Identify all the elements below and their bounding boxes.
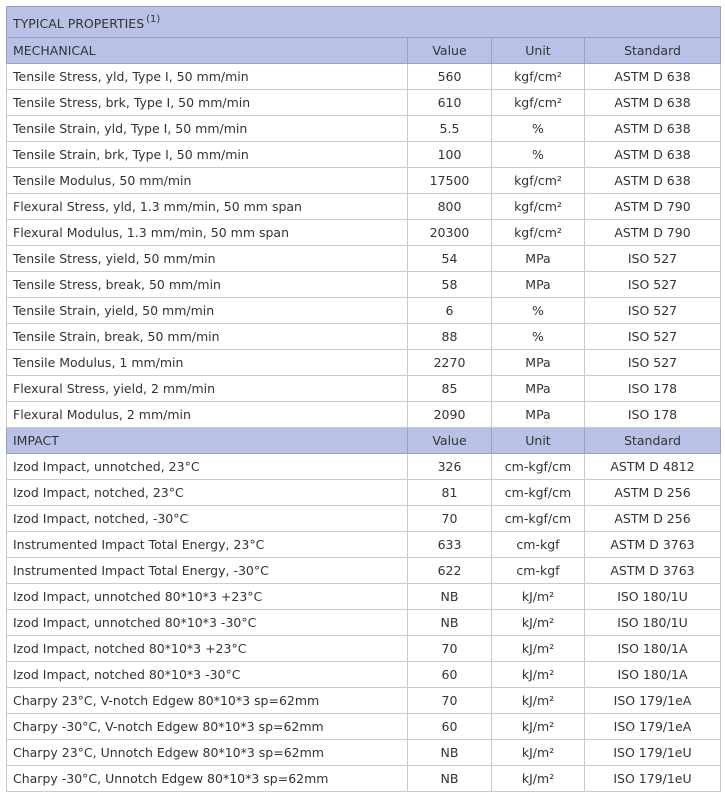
standard-cell: ISO 179/1eA [585, 688, 721, 714]
value-cell: 633 [408, 532, 492, 558]
table-row [7, 688, 721, 714]
standard-cell: ISO 527 [585, 324, 721, 350]
unit-cell: kJ/m² [492, 714, 585, 740]
unit-cell: % [492, 116, 585, 142]
unit-cell: cm-kgf/cm [492, 480, 585, 506]
standard-cell: ISO 180/1U [585, 584, 721, 610]
unit-cell: MPa [492, 246, 585, 272]
table-row [7, 766, 721, 792]
property-cell: Izod Impact, unnotched, 23°C [7, 454, 408, 480]
standard-cell: ASTM D 256 [585, 480, 721, 506]
table-row [7, 324, 721, 350]
unit-cell: kgf/cm² [492, 168, 585, 194]
unit-cell: kgf/cm² [492, 220, 585, 246]
unit-cell: MPa [492, 402, 585, 428]
standard-cell: ASTM D 638 [585, 168, 721, 194]
property-cell: Izod Impact, notched, -30°C [7, 506, 408, 532]
properties-table-body [7, 7, 721, 792]
table-row [7, 506, 721, 532]
standard-cell: ISO 179/1eA [585, 714, 721, 740]
property-cell: Charpy -30°C, V-notch Edgew 80*10*3 sp=62mm [7, 714, 408, 740]
unit-cell: kJ/m² [492, 584, 585, 610]
unit-cell: kgf/cm² [492, 64, 585, 90]
table-row [7, 90, 721, 116]
property-cell: Tensile Modulus, 1 mm/min [7, 350, 408, 376]
standard-cell: ASTM D 3763 [585, 558, 721, 584]
standard-cell: ASTM D 638 [585, 90, 721, 116]
unit-cell: kgf/cm² [492, 90, 585, 116]
table-row [7, 376, 721, 402]
properties-table [6, 6, 721, 792]
standard-cell: ISO 180/1U [585, 610, 721, 636]
table-row [7, 194, 721, 220]
property-cell: Izod Impact, unnotched 80*10*3 -30°C [7, 610, 408, 636]
value-cell: 5.5 [408, 116, 492, 142]
property-cell: Flexural Modulus, 1.3 mm/min, 50 mm span [7, 220, 408, 246]
unit-cell: kJ/m² [492, 688, 585, 714]
unit-cell: kJ/m² [492, 610, 585, 636]
value-cell: 17500 [408, 168, 492, 194]
unit-cell: kgf/cm² [492, 194, 585, 220]
section-header-row [7, 38, 721, 64]
unit-cell: MPa [492, 376, 585, 402]
unit-cell: cm-kgf [492, 558, 585, 584]
value-cell: 70 [408, 506, 492, 532]
value-cell: NB [408, 740, 492, 766]
unit-cell: cm-kgf/cm [492, 506, 585, 532]
property-cell: Tensile Strain, yield, 50 mm/min [7, 298, 408, 324]
table-row [7, 558, 721, 584]
standard-cell: ISO 527 [585, 350, 721, 376]
table-row [7, 272, 721, 298]
value-cell: NB [408, 766, 492, 792]
value-cell: 622 [408, 558, 492, 584]
table-row [7, 298, 721, 324]
property-cell: Tensile Stress, yield, 50 mm/min [7, 246, 408, 272]
table-row [7, 714, 721, 740]
property-cell: Izod Impact, notched 80*10*3 -30°C [7, 662, 408, 688]
value-cell: 800 [408, 194, 492, 220]
table-row [7, 584, 721, 610]
standard-cell: ASTM D 638 [585, 142, 721, 168]
section-name: IMPACT [7, 428, 408, 454]
table-title-cell [7, 7, 721, 38]
property-cell: Izod Impact, notched 80*10*3 +23°C [7, 636, 408, 662]
table-row [7, 64, 721, 90]
value-cell: 20300 [408, 220, 492, 246]
property-cell: Flexural Stress, yld, 1.3 mm/min, 50 mm span [7, 194, 408, 220]
standard-cell: ISO 179/1eU [585, 766, 721, 792]
column-header: Standard [585, 428, 721, 454]
value-cell: 54 [408, 246, 492, 272]
unit-cell: kJ/m² [492, 740, 585, 766]
table-row [7, 220, 721, 246]
property-cell: Tensile Stress, brk, Type I, 50 mm/min [7, 90, 408, 116]
property-cell: Tensile Strain, brk, Type I, 50 mm/min [7, 142, 408, 168]
value-cell: 100 [408, 142, 492, 168]
standard-cell: ISO 527 [585, 246, 721, 272]
standard-cell: ISO 178 [585, 402, 721, 428]
column-header: Standard [585, 38, 721, 64]
unit-cell: % [492, 298, 585, 324]
value-cell: NB [408, 584, 492, 610]
value-cell: 60 [408, 714, 492, 740]
value-cell: 2090 [408, 402, 492, 428]
table-row [7, 610, 721, 636]
unit-cell: cm-kgf [492, 532, 585, 558]
property-cell: Charpy -30°C, Unnotch Edgew 80*10*3 sp=62mm [7, 766, 408, 792]
standard-cell: ISO 179/1eU [585, 740, 721, 766]
standard-cell: ASTM D 638 [585, 64, 721, 90]
property-cell: Tensile Strain, break, 50 mm/min [7, 324, 408, 350]
column-header: Unit [492, 428, 585, 454]
value-cell: 610 [408, 90, 492, 116]
table-row [7, 116, 721, 142]
standard-cell: ISO 180/1A [585, 662, 721, 688]
table-row [7, 740, 721, 766]
table-row [7, 454, 721, 480]
value-cell: 2270 [408, 350, 492, 376]
standard-cell: ASTM D 790 [585, 194, 721, 220]
property-cell: Izod Impact, notched, 23°C [7, 480, 408, 506]
table-row [7, 402, 721, 428]
property-cell: Charpy 23°C, Unnotch Edgew 80*10*3 sp=62mm [7, 740, 408, 766]
standard-cell: ISO 527 [585, 298, 721, 324]
title-footnote-marker: (1) [146, 13, 161, 25]
table-title-row [7, 7, 721, 38]
value-cell: 60 [408, 662, 492, 688]
property-cell: Izod Impact, unnotched 80*10*3 +23°C [7, 584, 408, 610]
property-cell: Charpy 23°C, V-notch Edgew 80*10*3 sp=62mm [7, 688, 408, 714]
section-name: MECHANICAL [7, 38, 408, 64]
standard-cell: ASTM D 4812 [585, 454, 721, 480]
table-row [7, 142, 721, 168]
property-cell: Tensile Modulus, 50 mm/min [7, 168, 408, 194]
value-cell: 88 [408, 324, 492, 350]
unit-cell: kJ/m² [492, 662, 585, 688]
property-cell: Tensile Stress, yld, Type I, 50 mm/min [7, 64, 408, 90]
value-cell: NB [408, 610, 492, 636]
unit-cell: kJ/m² [492, 766, 585, 792]
unit-cell: % [492, 324, 585, 350]
standard-cell: ASTM D 3763 [585, 532, 721, 558]
table-title: TYPICAL PROPERTIES [13, 15, 145, 31]
value-cell: 560 [408, 64, 492, 90]
value-cell: 70 [408, 636, 492, 662]
standard-cell: ISO 527 [585, 272, 721, 298]
unit-cell: % [492, 142, 585, 168]
unit-cell: kJ/m² [492, 636, 585, 662]
table-row [7, 168, 721, 194]
standard-cell: ASTM D 790 [585, 220, 721, 246]
value-cell: 85 [408, 376, 492, 402]
column-header: Value [408, 428, 492, 454]
properties-table-container [6, 6, 720, 792]
table-row [7, 662, 721, 688]
section-header-row [7, 428, 721, 454]
value-cell: 81 [408, 480, 492, 506]
table-row [7, 636, 721, 662]
table-row [7, 350, 721, 376]
unit-cell: MPa [492, 272, 585, 298]
table-row [7, 246, 721, 272]
value-cell: 326 [408, 454, 492, 480]
value-cell: 58 [408, 272, 492, 298]
property-cell: Flexural Modulus, 2 mm/min [7, 402, 408, 428]
table-row [7, 480, 721, 506]
property-cell: Instrumented Impact Total Energy, -30°C [7, 558, 408, 584]
standard-cell: ASTM D 256 [585, 506, 721, 532]
property-cell: Flexural Stress, yield, 2 mm/min [7, 376, 408, 402]
table-row [7, 532, 721, 558]
standard-cell: ISO 180/1A [585, 636, 721, 662]
value-cell: 70 [408, 688, 492, 714]
unit-cell: cm-kgf/cm [492, 454, 585, 480]
standard-cell: ISO 178 [585, 376, 721, 402]
unit-cell: MPa [492, 350, 585, 376]
property-cell: Instrumented Impact Total Energy, 23°C [7, 532, 408, 558]
column-header: Value [408, 38, 492, 64]
property-cell: Tensile Stress, break, 50 mm/min [7, 272, 408, 298]
standard-cell: ASTM D 638 [585, 116, 721, 142]
value-cell: 6 [408, 298, 492, 324]
column-header: Unit [492, 38, 585, 64]
property-cell: Tensile Strain, yld, Type I, 50 mm/min [7, 116, 408, 142]
